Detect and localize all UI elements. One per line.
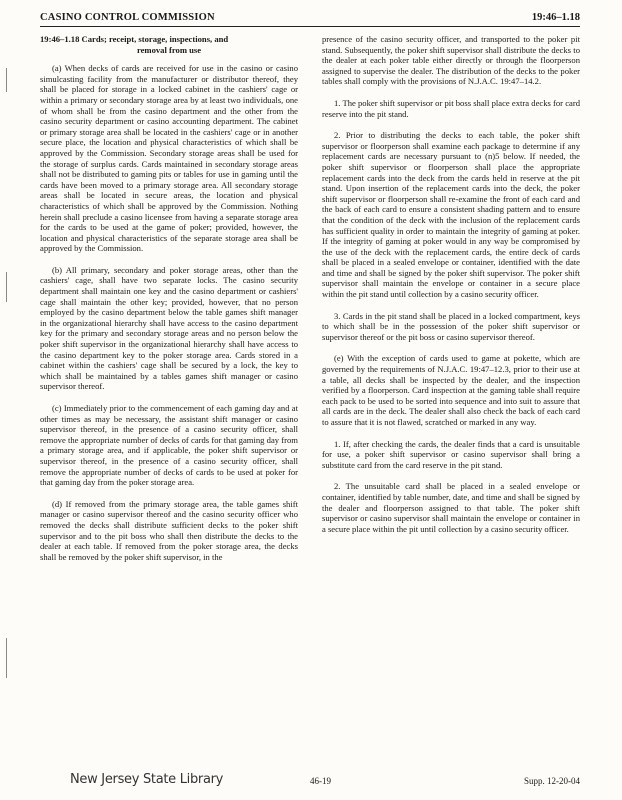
margin-mark xyxy=(6,272,17,302)
margin-mark xyxy=(6,68,17,92)
paragraph: 1. If, after checking the cards, the dealer finds that a card is unsuitable for use, a poker shift supervisor or casino supervisor shall bring a substitute card from the card reserve in the pit stand. xyxy=(322,438,580,470)
paragraph: (a) When decks of cards are received for use in the casino or casino simulcasting facility from the manufacturer or distributor thereof, they shall be placed for storage in a locked cabinet in the cashiers' cage or within a primary or secondary storage area by at least two individuals, one of whom shall be from the casino department and the other from the casino security department or casino accounting department. The cabinet or primary storage area shall be located in the cashiers' cage or in another secure place, the location and physical characteristics of which shall be approved by the Commission. Secondary storage areas shall be used for the storage of surplus cards. Cards maintained in secondary storage areas shall not be distributed to gaming pits or tables for use in gaming until the cards have been moved to a primary storage area. All secondary storage areas shall be located in secure areas, the location and physical characteristics of which shall be approved by the Commission. Nothing herein shall preclude a casino licensee from having a separate storage area for the cards to be used at the game of poker; provided, however, the location and physical characteristics of the separate storage area shall be approved by the Commission. xyxy=(40,63,298,254)
library-stamp: New Jersey State Library xyxy=(70,772,224,787)
paragraph: presence of the casino security officer, and transported to the poker pit stand. Subsequently, the poker shift supervisor shall distribute the decks to the dealer at each poker table either directly or through the floorperson assigned to supervise the dealer. The distribution of the decks to the poker tables shall comply with the provisions of N.J.A.C. 19:47–14.2. xyxy=(322,34,580,87)
section-heading xyxy=(40,34,298,55)
section-title-line1: Cards; receipt, storage, inspections, and xyxy=(81,34,229,44)
running-header xyxy=(40,12,580,27)
section-title-line2: removal from use xyxy=(136,44,202,55)
margin-mark xyxy=(6,638,17,678)
paragraph: 1. The poker shift supervisor or pit boss shall place extra decks for card reserve into the pit stand. xyxy=(322,97,580,119)
paragraph: (d) If removed from the primary storage area, the table games shift manager or casino supervisor thereof and the casino security officer who removed the decks shall distribute sufficient decks to the poker shift supervisor and to the pit boss who shall then distribute the decks to the dealer at each table. If removed from the poker storage area, the decks shall be removed by the poker shift supervisor, in the xyxy=(40,498,298,562)
page-number: 46-19 xyxy=(310,776,331,786)
left-column xyxy=(40,34,298,573)
section-number: 19:46–1.18 xyxy=(40,34,80,44)
supplement-date: Supp. 12-20-04 xyxy=(524,776,580,786)
header-title: CASINO CONTROL COMMISSION xyxy=(40,12,215,23)
header-section-number: 19:46–1.18 xyxy=(531,12,580,23)
right-column xyxy=(322,34,580,545)
page-footer xyxy=(40,772,580,790)
paragraph: 2. The unsuitable card shall be placed in a sealed envelope or container, identified by table number, date, and time and shall be signed by the dealer and floorperson assigned to that table. The poker shift supervisor or casino supervisor shall maintain the envelope or container in a secure place within the pit until collection by a casino security officer. xyxy=(322,481,580,534)
paragraph: 2. Prior to distributing the decks to each table, the poker shift supervisor or floorperson shall examine each package to determine if any replacement cards are necessary pursuant to (n)5 below. If needed, the poker shift supervisor or floorperson shall place the appropriate replacement cards into the deck from the cards held in reserve at the pit stand. Upon insertion of the replacement cards into the deck, the poker shift supervisor or floorperson shall re-examine the front of each card and the back of each card to ensure a consistent shading pattern and to ensure that the condition of the deck with the inclusion of the replacement cards has sufficient quality in order to maintain the integrity of gaming at poker. If the integrity of gaming at poker would in any way be compromised by the use of the deck with the replacement cards, the entire deck of cards shall be placed in a sealed envelope or container, identified with the date and time and shall be signed by the poker shift supervisor. The poker shift supervisor shall maintain the envelope or container in a secure place within the pit stand until collection by a casino security officer. xyxy=(322,130,580,300)
paragraph: (b) All primary, secondary and poker storage areas, other than the cashiers' cage, shall have two separate locks. The casino security department shall maintain one key and the casino department or cashiers' cage shall maintain the other key; provided, however, that no person employed by the casino department below the table games shift manager in the organizational hierarchy shall have access to the casino department key for the primary and secondary storage areas and no person below the poker shift supervisor in the organizational hierarchy shall have access to the casino department key to the poker storage area. Cards stored in a cabinet within the cashiers' cage shall be secured by a lock, the key to which shall be maintained by a tables games shift manager or casino supervisor thereof. xyxy=(40,264,298,392)
paragraph: 3. Cards in the pit stand shall be placed in a locked compartment, keys to which shall be in the possession of the poker shift supervisor or supervisor thereof or the pit boss or casino supervisor thereof. xyxy=(322,310,580,342)
paragraph: (e) With the exception of cards used to game at pokette, which are governed by the requirements of N.J.A.C. 19:47–12.3, prior to their use at a table, all decks shall be inspected by the dealer, and the inspection verified by a floorperson. Card inspection at the gaming table shall require each pack to be used to be sorted into sequence and into suit to assure that all cards are in the deck. The dealer shall also check the back of each card to assure that it is not flawed, scratched or marked in any way. xyxy=(322,353,580,427)
paragraph: (c) Immediately prior to the commencement of each gaming day and at other times as may be necessary, the assistant shift manager or casino supervisor thereof, in the presence of a casino security officer, shall remove the appropriate number of decks of cards for that gaming day from a primary storage area, and if applicable, the poker shift supervisor or supervisor thereof, in the presence of a casino security officer, shall remove the appropriate number of decks of cards to be used at poker for that gaming day from the poker storage area. xyxy=(40,403,298,488)
